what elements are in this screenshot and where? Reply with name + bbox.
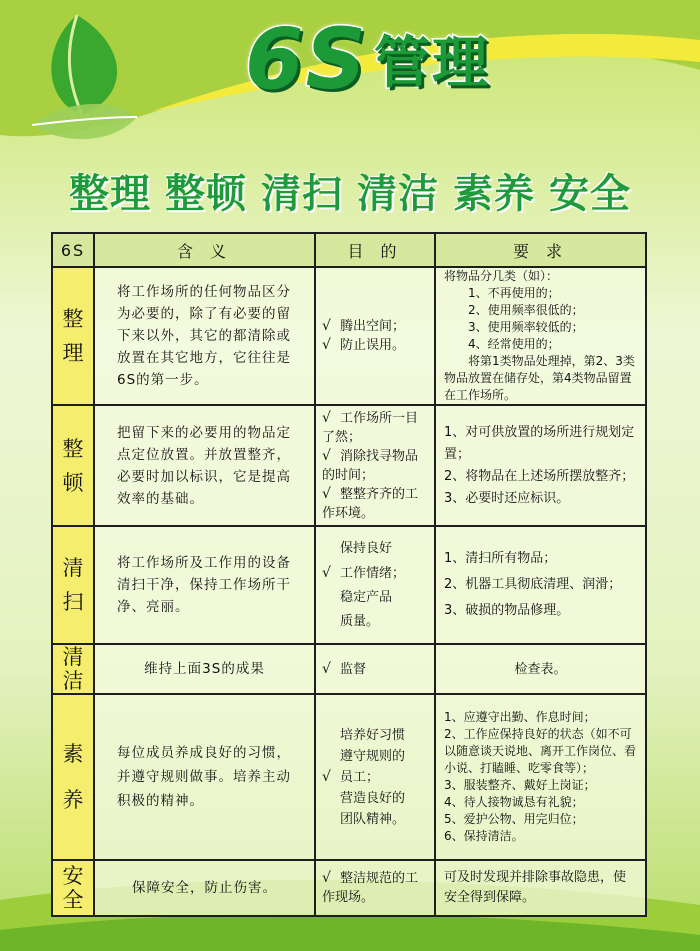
row-requirements: 将物品分几类（如）： 1、不再使用的； 2、使用频率很低的； 3、使用频率较低的； 4、经常使用的； 将第1类物品处理掉，第2、3类物品放置在储存处，第4类物品留置在工作场所。 <box>435 267 646 405</box>
row-requirements: 1、清扫所有物品； 2、机器工具彻底清理、润滑； 3、破损的物品修理。 <box>435 526 646 644</box>
row-purpose: √ 腾出空间； √ 防止误用。 <box>315 267 435 405</box>
principle-seiton: 整顿 <box>165 171 247 217</box>
six-s-table <box>51 232 647 917</box>
row-key: 清 洁 <box>52 644 94 694</box>
row-meaning: 将工作场所及工作用的设备清扫干净，保持工作场所干净、亮丽。 <box>94 526 315 644</box>
table-row <box>52 644 646 694</box>
principle-seiso: 清扫 <box>261 171 343 217</box>
row-requirements: 可及时发现并排除事故隐患，使安全得到保障。 <box>435 860 646 916</box>
principles-banner <box>0 168 700 220</box>
table-row <box>52 405 646 526</box>
principle-seiketsu: 清洁 <box>357 171 439 217</box>
leaf-logo-icon <box>22 5 152 155</box>
row-meaning: 保障安全，防止伤害。 <box>94 860 315 916</box>
table-row <box>52 694 646 860</box>
row-purpose: √ 整洁规范的工作现场。 <box>315 860 435 916</box>
row-meaning: 把留下来的必要用的物品定点定位放置。并放置整齐，必要时加以标识，它是提高效率的基础。 <box>94 405 315 526</box>
row-purpose: 保持良好 √ 工作情绪； 稳定产品 质量。 <box>315 526 435 644</box>
row-requirements: 1、对可供放置的场所进行规划定置； 2、将物品在上述场所摆放整齐； 3、必要时还应标识。 <box>435 405 646 526</box>
principle-seiri: 整理 <box>69 171 151 217</box>
table-header-row <box>52 233 646 267</box>
row-purpose: √ 监督 <box>315 644 435 694</box>
row-key: 整 顿 <box>52 405 94 526</box>
title-latin: 6S <box>245 10 368 108</box>
title-chinese: 管理 <box>373 31 490 96</box>
row-meaning: 每位成员养成良好的习惯，并遵守规则做事。培养主动积极的精神。 <box>94 694 315 860</box>
page-title <box>245 10 490 115</box>
row-purpose: 培养好习惯 遵守规则的 √ 员工； 营造良好的 团队精神。 <box>315 694 435 860</box>
row-key: 整 理 <box>52 267 94 405</box>
principle-shitsuke: 素养 <box>453 171 535 217</box>
row-key: 素 养 <box>52 694 94 860</box>
table-row <box>52 860 646 916</box>
header-meaning: 含 义 <box>94 233 315 267</box>
row-requirements: 1、应遵守出勤、作息时间； 2、工作应保持良好的状态（如不可以随意谈天说地、离开工作岗位、看小说、打瞌睡、吃零食等）； 3、服装整齐、戴好上岗证； 4、待人接物诚恳有礼貌； 5、爱护公物、用完归位； 6、保持清洁。 <box>435 694 646 860</box>
header-requirements: 要 求 <box>435 233 646 267</box>
table-row <box>52 267 646 405</box>
row-meaning: 维持上面3S的成果 <box>94 644 315 694</box>
header-6s: 6S <box>52 233 94 267</box>
row-purpose: √ 工作场所一目了然； √ 消除找寻物品的时间； √ 整整齐齐的工作环境。 <box>315 405 435 526</box>
principle-safety: 安全 <box>549 171 631 217</box>
row-meaning: 将工作场所的任何物品区分为必要的，除了有必要的留下来以外，其它的都清除或放置在其它地方，它往往是6S的第一步。 <box>94 267 315 405</box>
row-requirements: 检查表。 <box>435 644 646 694</box>
header-purpose: 目 的 <box>315 233 435 267</box>
table-row <box>52 526 646 644</box>
row-key: 安 全 <box>52 860 94 916</box>
row-key: 清 扫 <box>52 526 94 644</box>
